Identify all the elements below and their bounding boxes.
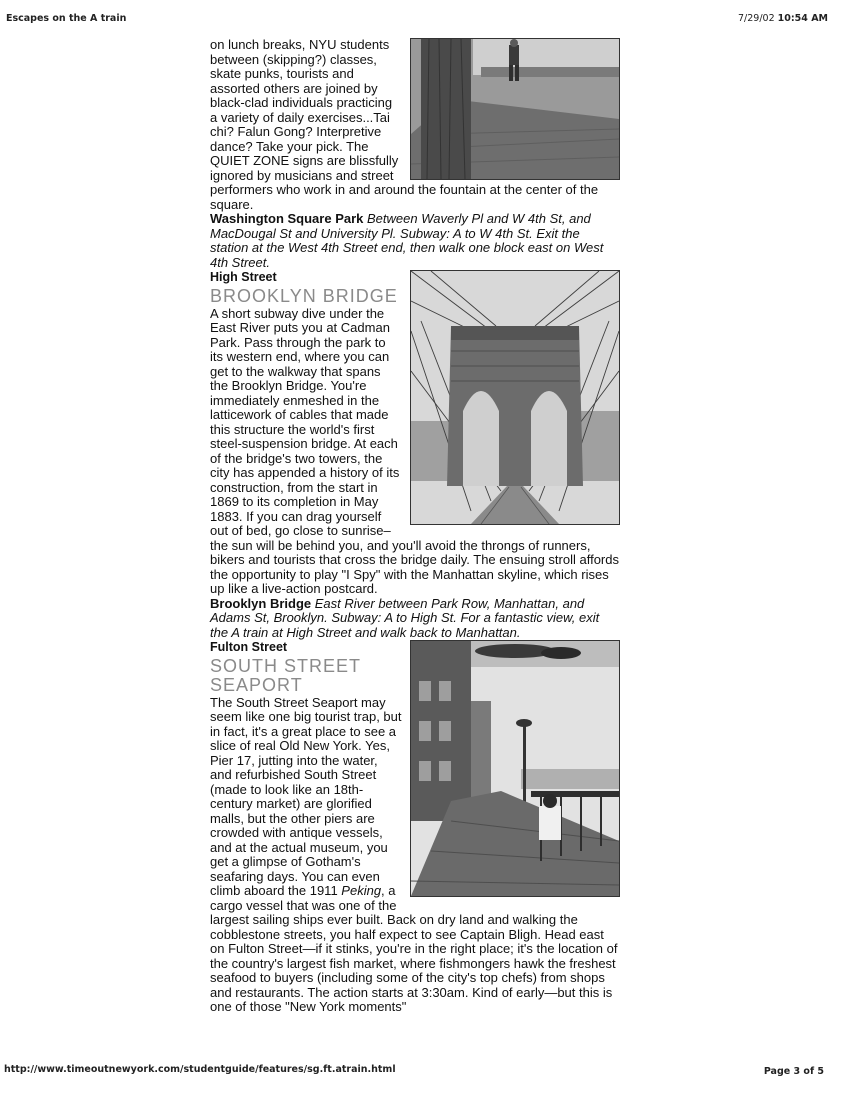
washington-square-listing	[210, 212, 620, 270]
south-street-seaport-text-part1: The South Street Seaport may seem like one big tourist trap, but in fact, it's a great place to see a slice of real Old New York. Yes, Pier 17, jutting into the water, and refurbished South Street (made to look like an 18th-century market) are glorified malls, but the other piers are crowded with antique vessels, and at the actual museum, you get a glimpse of Gotham's seafaring days. You can even climb aboard the 1911	[210, 694, 402, 898]
south-street-seaport-photo	[410, 640, 620, 897]
brooklyn-bridge-kicker: High Street	[210, 270, 277, 284]
washington-square-photo	[410, 38, 620, 180]
brooklyn-bridge-title: BROOKLYN BRIDGE	[210, 285, 398, 306]
washington-square-listing-name: Washington Square Park	[210, 211, 364, 226]
south-street-seaport-title: SOUTH STREET SEAPORT	[210, 655, 361, 695]
south-street-seaport-section	[210, 640, 620, 1015]
print-date: 7/29/02	[737, 13, 775, 24]
brooklyn-bridge-listing-details: East River between Park Row, Manhattan, and Adams St, Brooklyn. Subway: A to High St. For a fantastic view, exit the A train at High Street and walk back to Manhattan.	[210, 595, 600, 640]
article-body	[210, 38, 620, 1015]
brooklyn-bridge-section	[210, 270, 620, 640]
washington-square-section	[210, 38, 620, 270]
brooklyn-bridge-text: A short subway dive under the East River puts you at Cadman Park. Pass through the park to its western end, where you can get to the walkway that spans the Brooklyn Bridge. You're immediately enmeshed in the latticework of cables that made this structure the world's first steel-suspension bridge. At each of the bridge's two towers, the city has appended a history of its construction, from the start in 1869 to its completion in May 1883. If you can drag yourself out of bed, go close to sunrise–the sun will be behind you, and you'll avoid the throngs of runners, bikers and tourists that cross the bridge daily. The ensuing stroll affords the opportunity to play "I Spy" with the Manhattan skyline, which rises up like a live-action postcard.	[210, 305, 619, 596]
south-street-seaport-text-part2: , a cargo vessel that was one of the largest sailing ships ever built. Back on dry land and walking the cobblestone streets, you half expect to see Captain Bligh. Head east on Fulton Street—if it stinks, you're in the right place; it's the location of the country's largest fish market, where fishmongers hawk the freshest seafood to buyers (including some of the city's top chefs) from shops and restaurants. The action starts at 3:30am. Kind of early—but this is one of those "New York moments"	[210, 883, 618, 1014]
brooklyn-bridge-photo	[410, 270, 620, 525]
washington-square-text: on lunch breaks, NYU students between (skipping?) classes, skate punks, tourists and assorted others are joined by black-clad individuals practicing a variety of daily exercises...Tai chi? Falun Gong? Interpretive dance? Take your pick. The QUIET ZONE signs are blissfully ignored by musicians and street performers who work in and around the fountain at the center of the square.	[210, 37, 599, 212]
south-street-seaport-kicker: Fulton Street	[210, 640, 288, 654]
ship-name-peking: Peking	[341, 883, 382, 898]
print-timestamp	[738, 13, 828, 24]
source-url: http://www.timeoutnewyork.com/studentguide/features/sg.ft.atrain.html	[4, 1064, 396, 1075]
page-number: Page 3 of 5	[763, 1066, 824, 1077]
washington-square-listing-details: Between Waverly Pl and W 4th St, and MacDougal St and University Pl. Subway: A to W 4th St. Exit the station at the West 4th Street end, then walk one block east on West 4th Street.	[210, 211, 604, 270]
document-title: Escapes on the A train	[6, 13, 127, 24]
print-time: 10:54 AM	[777, 13, 828, 24]
brooklyn-bridge-listing-name: Brooklyn Bridge	[210, 595, 312, 611]
brooklyn-bridge-listing	[210, 597, 620, 641]
